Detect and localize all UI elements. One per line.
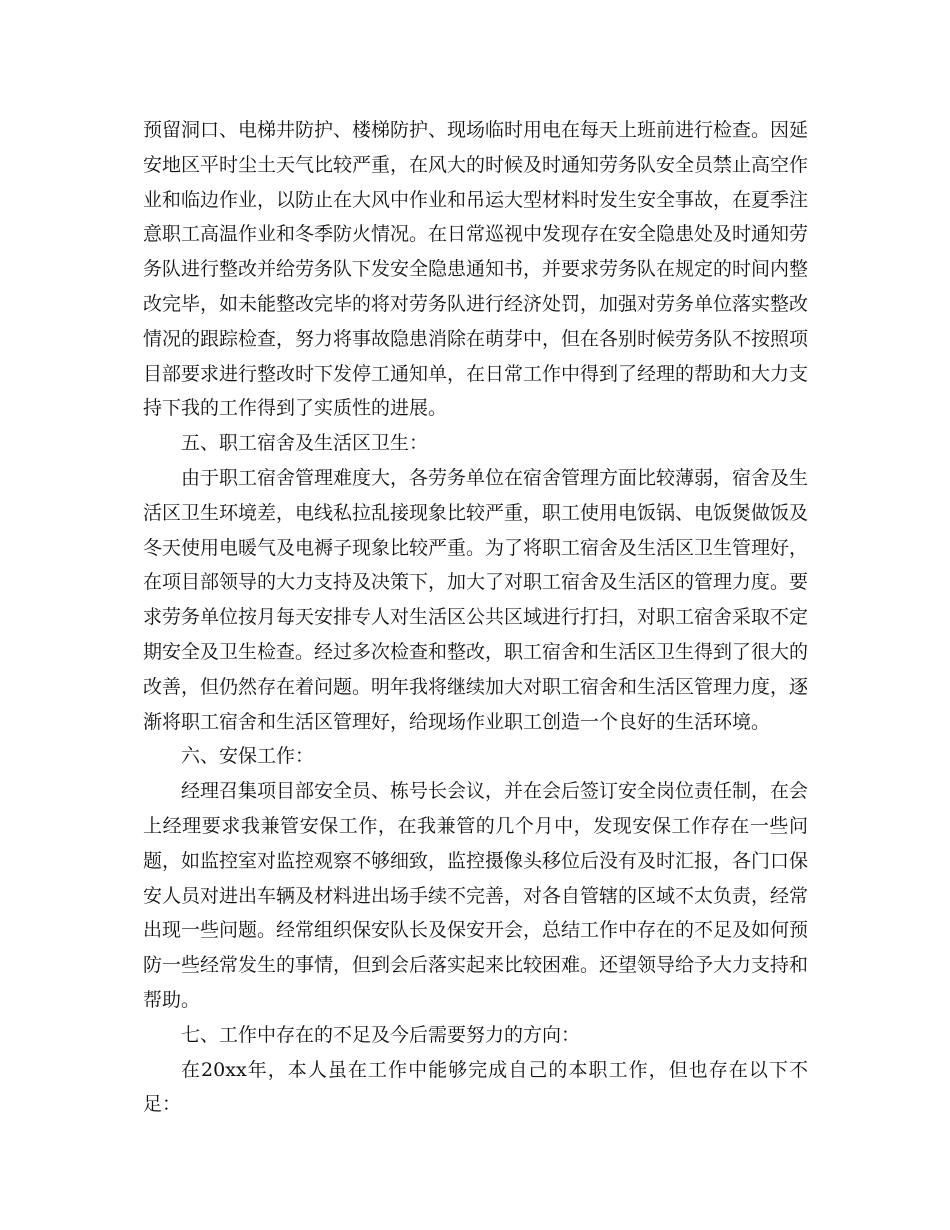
paragraph-shortcomings: 在20xx年，本人虽在工作中能够完成自己的本职工作，但也存在以下不足：	[143, 1058, 808, 1116]
paragraph-security: 经理召集项目部安全员、栋号长会议，并在会后签订安全岗位责任制，在会上经理要求我兼管安保工作，在我兼管的几个月中，发现安保工作存在一些问题，如监控室对监控观察不够细致，监控摄像头移位后没有及时汇报，各门口保安人员对进出车辆及材料进出场手续不完善，对各自管辖的区域不太负责，经常出现一些问题。经常组织保安队长及保安开会，总结工作中存在的不足及如何预防一些经常发生的事情，但到会后落实起来比较困难。还望领导给予大力支持和帮助。	[143, 780, 809, 1011]
paragraph-dormitory: 由于职工宿舍管理难度大，各劳务单位在宿舍管理方面比较薄弱，宿舍及生活区卫生环境差，电线私拉乱接现象比较严重，职工使用电饭锅、电饭煲做饭及冬天使用电暖气及电褥子现象比较严重。为了将职工宿舍及生活区卫生管理好，在项目部领导的大力支持及决策下，加大了对职工宿舍及生活区的管理力度。要求劳务单位按月每天安排专人对生活区公共区域进行打扫，对职工宿舍采取不定期安全及卫生检查。经过多次检查和整改，职工宿舍和生活区卫生得到了很大的改善，但仍然存在着问题。明年我将继续加大对职工宿舍和生活区管理力度，逐渐将职工宿舍和生活区管理好，给现场作业职工创造一个良好的生活环境。	[143, 466, 809, 733]
section-heading-dormitory: 五、职工宿舍及生活区卫生：	[181, 432, 429, 455]
section-heading-security: 六、安保工作：	[181, 745, 315, 768]
document-body	[143, 113, 808, 1122]
section-heading-shortcomings: 七、工作中存在的不足及今后需要努力的方向：	[181, 1023, 581, 1046]
paragraph-safety-inspection: 预留洞口、电梯井防护、楼梯防护、现场临时用电在每天上班前进行检查。因延安地区平时尘土天气比较严重，在风大的时候及时通知劳务队安全员禁止高空作业和临边作业，以防止在大风中作业和吊运大型材料时发生安全事故，在夏季注意职工高温作业和冬季防火情况。在日常巡视中发现存在安全隐患处及时通知劳务队进行整改并给劳务队下发安全隐患通知书，并要求劳务队在规定的时间内整改完毕，如未能整改完毕的将对劳务队进行经济处罚，加强对劳务单位落实整改情况的跟踪检查，努力将事故隐患消除在萌芽中，但在各别时候劳务队不按照项目部要求进行整改时下发停工通知单，在日常工作中得到了经理的帮助和大力支持下我的工作得到了实质性的进展。	[143, 119, 809, 420]
